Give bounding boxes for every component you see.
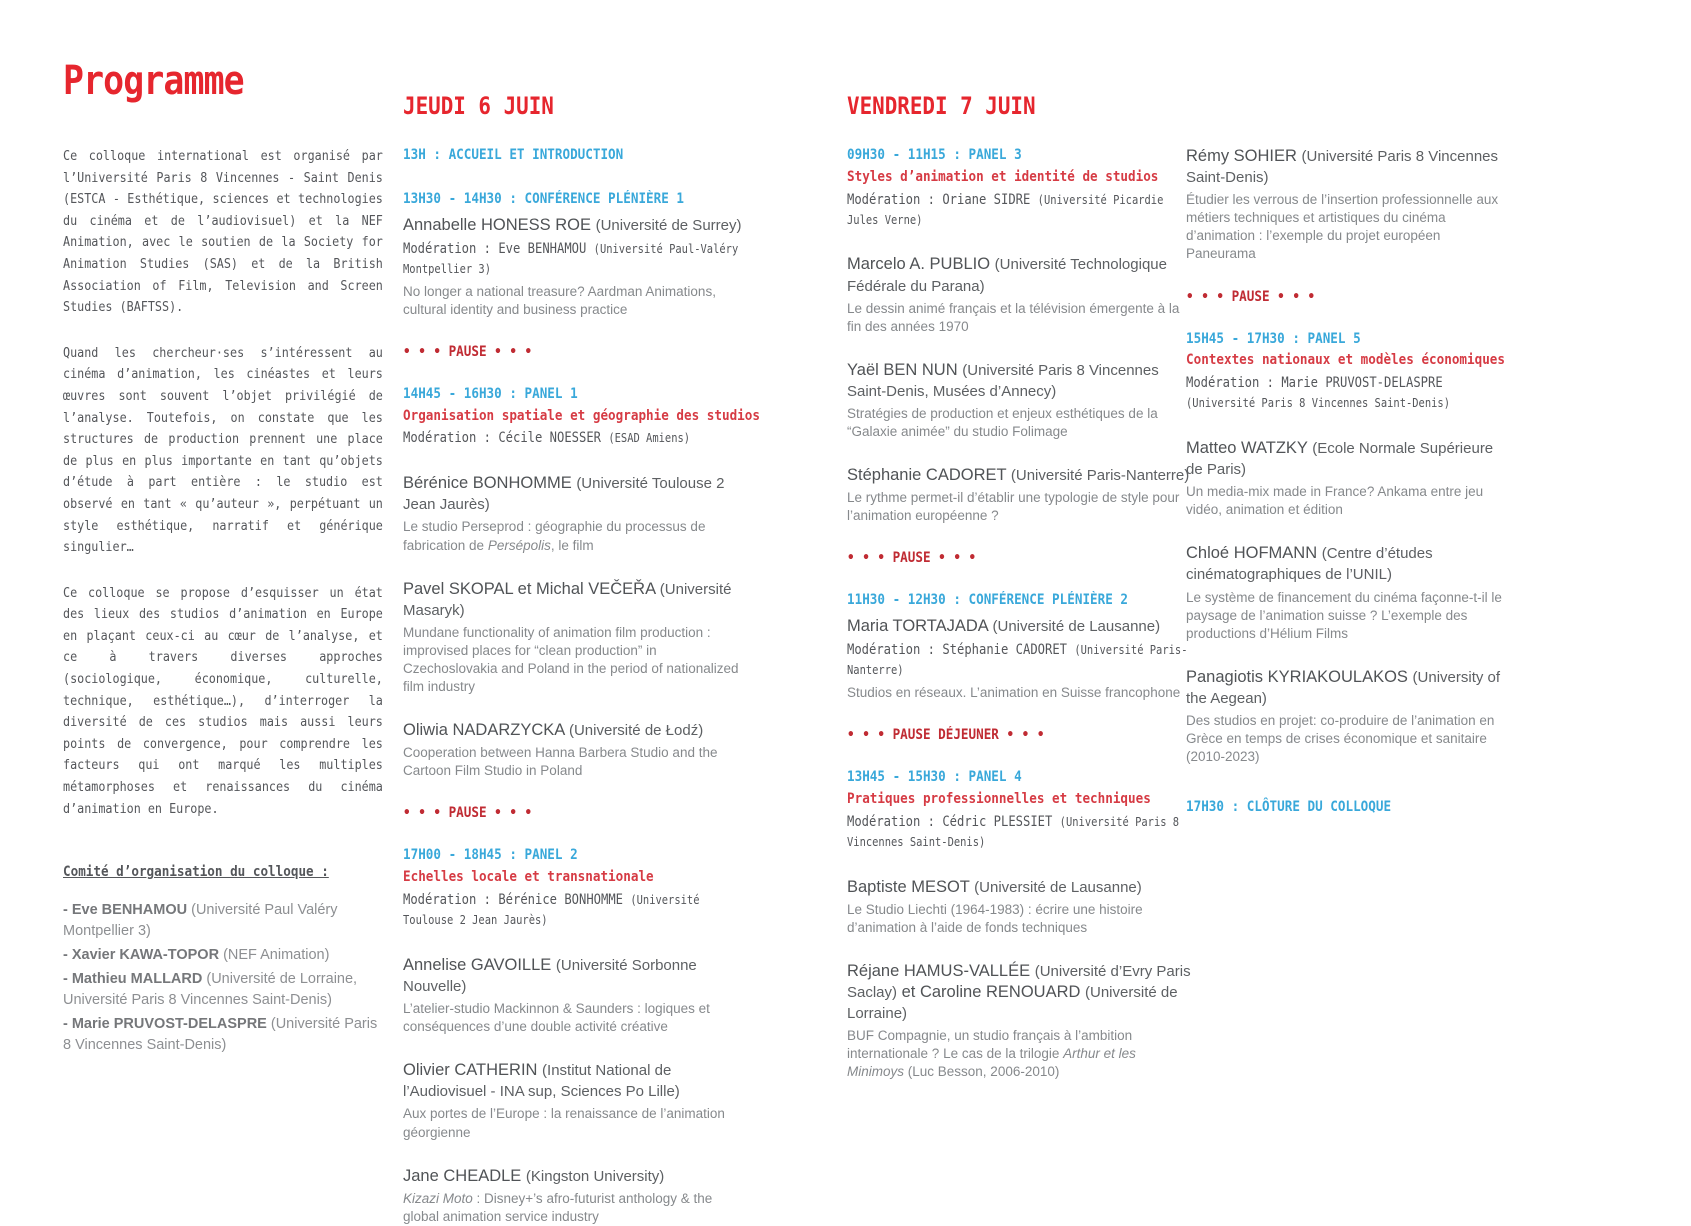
panel-title: Organisation spatiale et géographie des studios (403, 407, 760, 424)
talk (403, 720, 747, 780)
intro-paragraph: Ce colloque se propose d’esquisser un état des lieux des studios d’animation en Europe en plaçant ceux-ci au cœur de l’analyse, et ce à travers diverses approches (sociologique, économique, culturelle, technique, esthétique…), d’interroger la diversité de ces studios mais aussi leurs points de convergence, pour comprendre les facteurs qui ont marqué les multiples métamorphoses et renaissances du cinéma d’animation en Europe. (63, 584, 383, 817)
talk-title: Cooperation between Hanna Barbera Studio and the Cartoon Film Studio in Poland (403, 745, 718, 779)
talk (847, 877, 1191, 937)
session-time: 13H : ACCUEIL ET INTRODUCTION (403, 147, 624, 163)
member-affiliation: (NEF Animation) (223, 947, 330, 964)
session-time: 09H30 - 11H15 : PANEL 3 (847, 147, 1022, 163)
session-panel-5 (1186, 330, 1508, 414)
speaker-affiliation: (Université Technologique Fédérale du Parana) (847, 256, 1167, 295)
speaker-affiliation: (Université de Łodź) (568, 722, 704, 740)
speaker-affiliation: (Kingston University) (525, 1167, 665, 1185)
day-column-friday (847, 0, 1191, 1082)
panel-title: Pratiques professionnelles et techniques (847, 791, 1151, 808)
talk-title: Un media-mix made in France? Ankama entre jeu vidéo, animation et édition (1186, 484, 1484, 518)
talk-title: Le Studio Liechti (1964-1983) : écrire une histoire d’animation à l’aide de fonds techniques (847, 901, 1143, 935)
talk (847, 360, 1191, 441)
speaker-line (403, 579, 747, 621)
talk (1186, 438, 1508, 519)
talk (403, 473, 747, 554)
talk (1186, 543, 1508, 642)
speaker-line (1186, 667, 1508, 709)
speaker-line (403, 473, 747, 515)
session-time: 17H00 - 18H45 : PANEL 2 (403, 847, 578, 864)
session-time: 14H45 - 16H30 : PANEL 1 (403, 385, 578, 402)
speaker-name: Panagiotis KYRIAKOULAKOS (1186, 667, 1408, 686)
intro-column (63, 0, 383, 1056)
speaker-line (847, 961, 1191, 1024)
session-panel-2 (403, 846, 747, 930)
speaker-affiliation: (Université Paris-Nanterre) (1010, 467, 1190, 485)
talk (847, 465, 1191, 525)
speaker-line (1186, 438, 1508, 480)
member-name: - Eve BENHAMOU (63, 902, 188, 919)
talk-title: Stratégies de production et enjeux esthétiques de la “Galaxie animée” du studio Folimage (847, 406, 1158, 440)
speaker-name: Olivier CATHERIN (403, 1061, 538, 1080)
day-column-thursday (403, 0, 760, 1226)
page-title: Programme (63, 58, 244, 104)
speaker-name: Pavel SKOPAL et Michal VEČEŘA (403, 579, 656, 598)
speaker-name: Matteo WATZKY (1186, 438, 1308, 457)
speaker-line (1186, 543, 1508, 585)
pause-label: • • • PAUSE DÉJEUNER • • • (847, 727, 1045, 744)
committee-member (63, 945, 383, 966)
session-time: 15H45 - 17H30 : PANEL 5 (1186, 330, 1361, 347)
intro-paragraph: Quand les chercheur·ses s’intéressent au cinéma d’animation, les cinéastes et leurs œuvres sont souvent l’objet privilégié de l’analyse. Toutefois, on constate que les structures de production prennent une place de plus en plus importante en tant qu’objets d’étude à part entière : le studio est observé en tant « qu’auteur », perpétuant un style esthétique, narratif et générique singulier… (63, 344, 383, 556)
talk-title: BUF Compagnie, un studio français à l’ambition internationale ? Le cas de la trilogie Arthur et les Minimoys (Luc Besson, 2006-2010) (847, 1028, 1136, 1080)
speaker-line (847, 877, 1191, 898)
member-affiliation: (Université de Lorraine, Université Paris 8 Vincennes Saint-Denis) (63, 971, 358, 1009)
speaker-name: Oliwia NADARZYCKA (403, 721, 565, 740)
committee-member (63, 1014, 383, 1056)
pause-label: • • • PAUSE • • • (1186, 288, 1316, 305)
speaker-name: Maria TORTAJADA (847, 617, 988, 636)
speaker-line (403, 955, 747, 997)
speaker-name: Jane CHEADLE (403, 1166, 522, 1185)
speaker-affiliation: (Université Paris 8 Vincennes Saint-Denis, Musées d’Annecy) (847, 361, 1159, 400)
speaker-affiliation: (Université Sorbonne Nouvelle) (403, 956, 697, 995)
talk-title: Le rythme permet-il d’établir une typologie de style pour l’animation européenne ? (847, 490, 1180, 524)
speaker-name: et Caroline RENOUARD (897, 983, 1081, 1002)
pause-label: • • • PAUSE • • • (403, 343, 533, 360)
speaker-affiliation: (Centre d’études cinématographiques de l’UNIL) (1186, 545, 1433, 584)
session-pleniere-2 (847, 591, 1191, 702)
speaker-name: Chloé HOFMANN (1186, 544, 1318, 563)
session-time: 13H30 - 14H30 : CONFÉRENCE PLÉNIÈRE 1 (403, 190, 685, 207)
talk (847, 254, 1191, 335)
talk (847, 961, 1191, 1082)
talk-title: Le dessin animé français et la télévision émergente à la fin des années 1970 (847, 300, 1180, 334)
talk (403, 579, 747, 697)
talk-title: Mundane functionality of animation film production : improvised places for “clean production” in Czechoslovakia and Poland in the period of nationalized film industry (403, 624, 739, 695)
speaker-line (403, 720, 747, 741)
speaker-line (847, 360, 1191, 402)
day-heading: VENDREDI 7 JUIN (847, 92, 1036, 120)
speaker-line (1186, 146, 1508, 188)
moderation-line: Modération : Bérénice BONHOMME (Université Toulouse 2 Jean Jaurès) (403, 892, 700, 927)
moderation-line: Modération : Cédric PLESSIET (Université Paris 8 Vincennes Saint-Denis) (847, 813, 1180, 849)
speaker-name: Yaël BEN NUN (847, 360, 958, 379)
session-panel-1 (403, 385, 760, 450)
session-pleniere-1 (403, 190, 747, 319)
speaker-name: Rémy SOHIER (1186, 147, 1297, 165)
speaker-affiliation: (Université d’Evry Paris Saclay) (847, 962, 1191, 1002)
speaker-name: Annelise GAVOILLE (403, 955, 552, 974)
speaker-name: Annabelle HONESS ROE (403, 215, 592, 234)
speaker-name: Bérénice BONHOMME (403, 474, 572, 493)
talk (1186, 146, 1508, 264)
talk-title: L’atelier-studio Mackinnon & Saunders : logiques et conséquences d’une double activité créative (403, 1001, 710, 1035)
talk-title: Des studios en projet: co-produire de l’animation en Grèce en temps de crises économique et sanitaire (2010-2023) (1186, 713, 1495, 765)
panel-title: Echelles locale et transnationale (403, 869, 654, 886)
moderation-line: Modération : Stéphanie CADORET (Université Paris-Nanterre) (847, 642, 1188, 678)
speaker-line (847, 465, 1191, 486)
talk (1186, 667, 1508, 766)
committee-member (63, 900, 383, 942)
speaker-affiliation: (Université de Lausanne) (974, 878, 1142, 896)
session-time: 13H45 - 15H30 : PANEL 4 (847, 769, 1022, 786)
member-name: - Mathieu MALLARD (63, 971, 203, 988)
moderation-line: Modération : Marie PRUVOST-DELASPRE (Université Paris 8 Vincennes Saint-Denis) (1186, 375, 1450, 411)
talk (403, 955, 747, 1036)
committee-member (63, 969, 383, 1011)
closing-line: 17H30 : CLÔTURE DU COLLOQUE (1186, 799, 1392, 816)
speaker-line (403, 1060, 747, 1102)
talk-title: Aux portes de l’Europe : la renaissance de l’animation géorgienne (403, 1106, 725, 1140)
talk (403, 1060, 747, 1141)
member-affiliation: (Université Paris 8 Vincennes Saint-Denis) (63, 1016, 378, 1054)
speaker-affiliation: (Université de Lorraine) (847, 984, 1178, 1023)
talk-title: Studios en réseaux. L’animation en Suisse francophone (847, 685, 1181, 701)
talk (403, 1166, 747, 1226)
speaker-affiliation: (Université Toulouse 2 Jean Jaurès) (403, 475, 725, 514)
moderation-line: Modération : Oriane SIDRE (Université Picardie Jules Verne) (847, 191, 1164, 227)
speaker-line (403, 1166, 747, 1187)
moderation-line: Modération : Eve BENHAMOU (Université Paul-Valéry Montpellier 3) (403, 240, 739, 276)
speaker-line (847, 616, 1191, 637)
talk-title: Le studio Perseprod : géographie du processus de fabrication de Persépolis, le film (403, 519, 706, 553)
speaker-affiliation: (Université de Surrey) (595, 216, 742, 234)
day-heading: JEUDI 6 JUIN (403, 92, 554, 120)
panel-title: Styles d’animation et identité de studios (847, 168, 1159, 185)
member-name: - Xavier KAWA-TOPOR (63, 947, 220, 964)
speaker-affiliation: (Ecole Normale Supérieure de Paris) (1186, 439, 1494, 479)
moderation-line: Modération : Cécile NOESSER (ESAD Amiens) (403, 430, 691, 447)
committee-heading: Comité d’organisation du colloque : (63, 864, 329, 881)
talk-title: Le système de financement du cinéma façonne-t-il le paysage de l’animation suisse ? L’exemple des productions d’Hélium Films (1186, 589, 1502, 641)
day-column-friday-continued (1186, 0, 1508, 817)
talk-title: Kizazi Moto : Disney+’s afro-futurist anthology & the global animation service industry (403, 1190, 713, 1224)
session-panel-3 (847, 146, 1191, 230)
member-name: - Marie PRUVOST-DELASPRE (63, 1016, 267, 1033)
speaker-name: Réjane HAMUS-VALLÉE (847, 961, 1031, 980)
member-affiliation: (Université Paul Valéry Montpellier 3) (63, 902, 338, 940)
speaker-affiliation: (Université Paris 8 Vincennes Saint-Denis) (1186, 148, 1499, 187)
session-panel-4 (847, 768, 1191, 852)
pause-label: • • • PAUSE • • • (847, 550, 977, 567)
speaker-affiliation: (Université Masaryk) (403, 580, 732, 619)
speaker-affiliation: (University of the Aegean) (1186, 668, 1501, 707)
intro-paragraph: Ce colloque international est organisé par l’Université Paris 8 Vincennes - Saint Denis (ESTCA - Esthétique, sciences et technologies du cinéma et de l’audiovisuel) et la NEF Animation, avec le soutien de la Society for Animation Studies (SAS) et de la British Association of Film, Television and Screen Studies (BAFTSS). (63, 148, 383, 316)
speaker-affiliation: (Université de Lausanne) (992, 618, 1161, 636)
speaker-name: Stéphanie CADORET (847, 466, 1007, 485)
talk-title: Étudier les verrous de l’insertion professionnelle aux métiers techniques et artistiques du cinéma d’animation : l’exemple du projet européen Paneurama (1186, 192, 1499, 262)
speaker-line (847, 254, 1191, 296)
pause-label: • • • PAUSE • • • (403, 805, 533, 822)
panel-title: Contextes nationaux et modèles économiques (1186, 352, 1505, 369)
speaker-name: Marcelo A. PUBLIO (847, 255, 991, 274)
session-time: 11H30 - 12H30 : CONFÉRENCE PLÉNIÈRE 2 (847, 592, 1129, 609)
talk-title: No longer a national treasure? Aardman Animations, cultural identity and business practice (403, 283, 716, 317)
speaker-name: Baptiste MESOT (847, 877, 970, 896)
speaker-affiliation: (Institut National de l’Audiovisuel - INA sup, Sciences Po Lille) (403, 1062, 680, 1101)
speaker-line (403, 215, 747, 236)
